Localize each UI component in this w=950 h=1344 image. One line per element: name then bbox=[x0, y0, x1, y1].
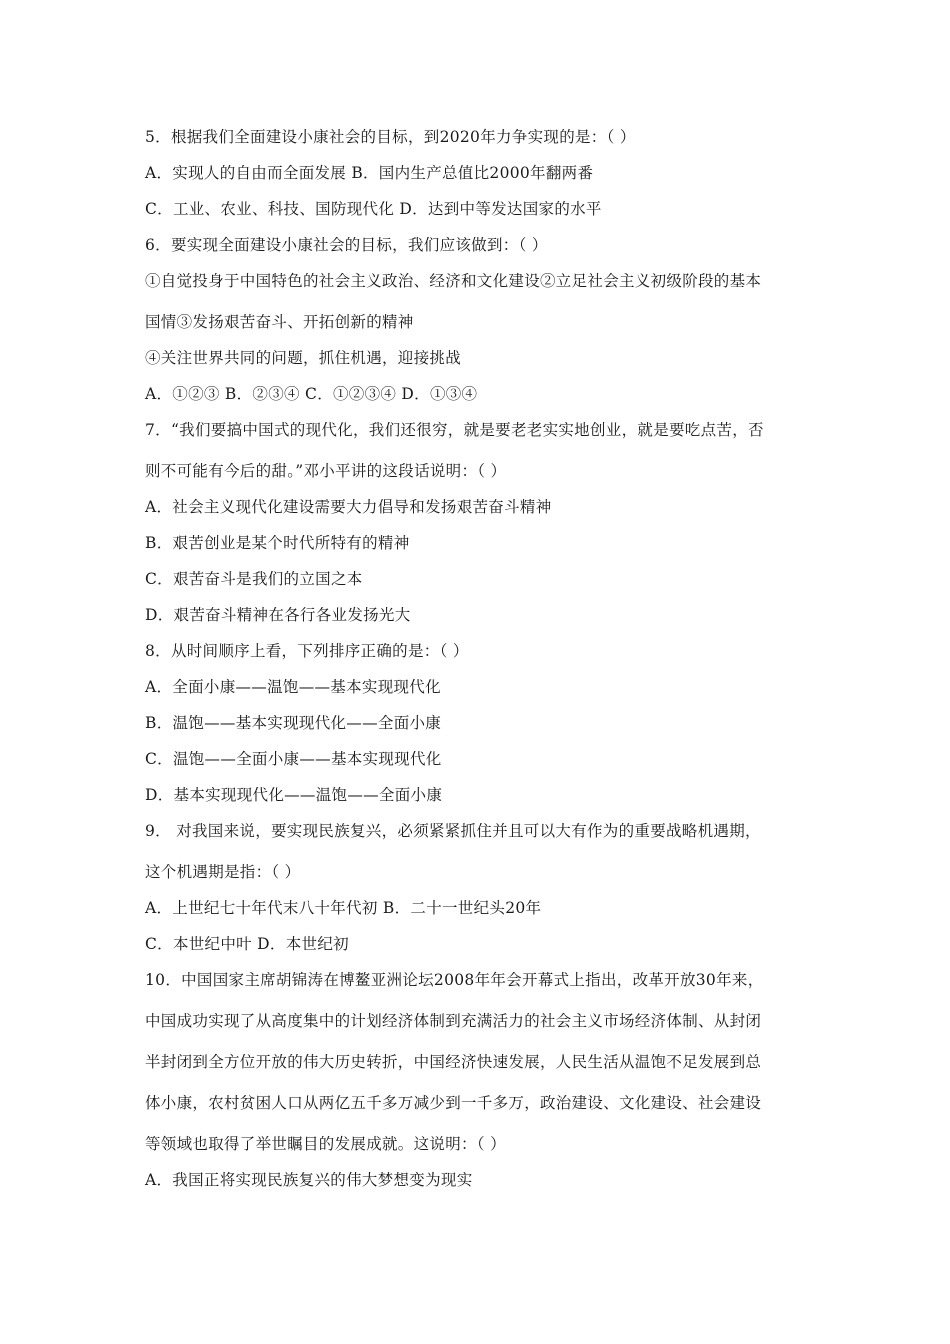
question-10-stem-line-2: 中国成功实现了从高度集中的计划经济体制到充满活力的社会主义市场经济体制、从封闭 bbox=[145, 1012, 762, 1030]
question-10-stem-line-5: 等领域也取得了举世瞩目的发展成就。这说明：（ ） bbox=[145, 1135, 506, 1153]
question-5-options-ab: A．实现人的自由而全面发展 B．国内生产总值比2000年翻两番 bbox=[145, 164, 594, 182]
question-9-options-cd: C．本世纪中叶 D．本世纪初 bbox=[145, 935, 349, 953]
question-5-stem: 5．根据我们全面建设小康社会的目标，到2020年力争实现的是：（ ） bbox=[145, 128, 636, 146]
question-6-stem: 6．要实现全面建设小康社会的目标，我们应该做到：（ ） bbox=[145, 236, 548, 254]
question-8-stem: 8．从时间顺序上看，下列排序正确的是：（ ） bbox=[145, 642, 469, 660]
question-8-option-d: D．基本实现现代化——温饱——全面小康 bbox=[145, 786, 443, 804]
question-7-stem-line-1: 7．“我们要搞中国式的现代化，我们还很穷，就是要老老实实地创业，就是要吃点苦，否 bbox=[145, 421, 764, 439]
question-8-option-b: B．温饱——基本实现现代化——全面小康 bbox=[145, 714, 442, 732]
question-9-options-ab: A．上世纪七十年代末八十年代初 B．二十一世纪头20年 bbox=[145, 899, 542, 917]
question-10-stem-line-3: 半封闭到全方位开放的伟大历史转折，中国经济快速发展，人民生活从温饱不足发展到总 bbox=[145, 1053, 762, 1071]
question-6-options: A．①②③ B．②③④ C．①②③④ D．①③④ bbox=[145, 385, 478, 403]
question-10-stem-line-4: 体小康，农村贫困人口从两亿五千多万减少到一千多万，政治建设、文化建设、社会建设 bbox=[145, 1094, 762, 1112]
question-10-option-a: A．我国正将实现民族复兴的伟大梦想变为现实 bbox=[145, 1171, 473, 1189]
question-8-option-c: C．温饱——全面小康——基本实现现代化 bbox=[145, 750, 442, 768]
question-6-statement-line-2: 国情③发扬艰苦奋斗、开拓创新的精神 bbox=[145, 313, 414, 331]
question-7-option-a: A．社会主义现代化建设需要大力倡导和发扬艰苦奋斗精神 bbox=[145, 498, 552, 516]
question-8-option-a: A．全面小康——温饱——基本实现现代化 bbox=[145, 678, 441, 696]
question-6-statement-line-3: ④关注世界共同的问题，抓住机遇，迎接挑战 bbox=[145, 349, 462, 367]
question-10-stem-line-1: 10．中国国家主席胡锦涛在博鳌亚洲论坛2008年年会开幕式上指出，改革开放30年来， bbox=[145, 971, 764, 989]
question-7-stem-line-2: 则不可能有今后的甜。”邓小平讲的这段话说明：（ ） bbox=[145, 462, 507, 480]
question-7-option-d: D．艰苦奋斗精神在各行各业发扬光大 bbox=[145, 606, 411, 624]
question-9-stem-line-1: 9． 对我国来说，要实现民族复兴，必须紧紧抓住并且可以大有作为的重要战略机遇期， bbox=[145, 822, 761, 840]
question-7-option-c: C．艰苦奋斗是我们的立国之本 bbox=[145, 570, 363, 588]
question-5-options-cd: C．工业、农业、科技、国防现代化 D．达到中等发达国家的水平 bbox=[145, 200, 602, 218]
question-6-statement-line-1: ①自觉投身于中国特色的社会主义政治、经济和文化建设②立足社会主义初级阶段的基本 bbox=[145, 272, 762, 290]
question-9-stem-line-2: 这个机遇期是指：（ ） bbox=[145, 863, 301, 881]
question-7-option-b: B．艰苦创业是某个时代所特有的精神 bbox=[145, 534, 410, 552]
